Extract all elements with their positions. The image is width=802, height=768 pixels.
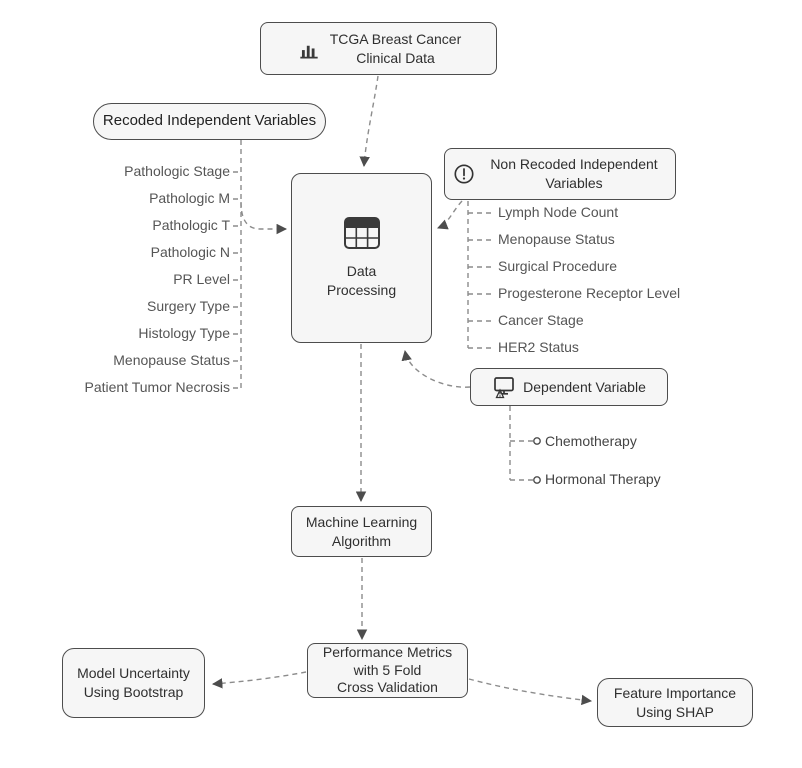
data-processing-label: Data Processing bbox=[326, 263, 397, 298]
edge-recoded-to-processing bbox=[241, 202, 286, 229]
edge-performance-to-shap bbox=[469, 679, 591, 701]
recoded-variable-item: Histology Type bbox=[138, 325, 230, 341]
data-table-icon bbox=[343, 216, 381, 250]
edge-tcga-to-processing bbox=[364, 76, 378, 166]
non-recoded-variable-item: Lymph Node Count bbox=[498, 204, 619, 220]
recoded-variable-item: Pathologic M bbox=[149, 190, 230, 206]
dependent-item-chemotherapy: Chemotherapy bbox=[545, 433, 637, 449]
non-recoded-variables-node bbox=[444, 148, 676, 200]
recoded-variable-item: Patient Tumor Necrosis bbox=[84, 379, 230, 395]
model-uncertainty-node bbox=[62, 648, 205, 718]
edge-nonrecoded-to-processing bbox=[438, 201, 462, 228]
non-recoded-variable-item: Menopause Status bbox=[498, 231, 615, 247]
edge-performance-to-bootstrap bbox=[213, 672, 306, 684]
recoded-variables-label: Recoded Independent Variables bbox=[102, 112, 317, 130]
dependent-variable-node bbox=[470, 368, 668, 406]
bar-chart-icon bbox=[296, 36, 322, 62]
recoded-variable-item: Surgery Type bbox=[146, 298, 230, 314]
non-recoded-variables-label: Non Recoded Independent Variables bbox=[490, 156, 658, 191]
machine-learning-label: Machine Learning Algorithm bbox=[305, 513, 418, 549]
feature-importance-node bbox=[597, 678, 753, 727]
hormonal-terminal-dot bbox=[534, 477, 540, 483]
recoded-variables-node bbox=[93, 103, 326, 140]
edge-recoded-label-ticks bbox=[233, 172, 241, 388]
dependent-variable-label: Dependent Variable bbox=[523, 378, 646, 395]
data-processing-node bbox=[291, 173, 432, 343]
performance-metrics-label: Performance Metrics with 5 Fold Cross Validation bbox=[322, 643, 453, 696]
exclamation-circle-icon bbox=[453, 163, 475, 185]
recoded-variable-item: Menopause Status bbox=[113, 352, 230, 368]
recoded-variable-item: Pathologic N bbox=[150, 244, 230, 260]
dependent-item-hormonal-therapy: Hormonal Therapy bbox=[545, 471, 661, 487]
non-recoded-variable-item: Cancer Stage bbox=[498, 312, 584, 328]
recoded-variable-list bbox=[10, 158, 230, 401]
recoded-variable-item: Pathologic T bbox=[152, 217, 230, 233]
edge-dependent-to-processing bbox=[405, 351, 470, 387]
performance-metrics-node bbox=[307, 643, 468, 698]
non-recoded-variable-list bbox=[498, 199, 788, 361]
non-recoded-variable-item: Surgical Procedure bbox=[498, 258, 618, 274]
model-uncertainty-label: Model Uncertainty Using Bootstrap bbox=[77, 665, 190, 700]
machine-learning-node bbox=[291, 506, 432, 557]
edge-dependent-branches bbox=[510, 406, 533, 480]
edge-nonrecoded-label-ticks bbox=[468, 213, 494, 348]
tcga-node-label: TCGA Breast Cancer Clinical Data bbox=[329, 30, 462, 66]
non-recoded-variable-item: Progesterone Receptor Level bbox=[498, 285, 681, 301]
tcga-clinical-data-node bbox=[260, 22, 497, 75]
monitor-alert-icon bbox=[492, 376, 516, 399]
recoded-variable-item: Pathologic Stage bbox=[124, 163, 230, 179]
recoded-variable-item: PR Level bbox=[173, 271, 230, 287]
feature-importance-label: Feature Importance Using SHAP bbox=[613, 684, 737, 720]
chemotherapy-terminal-dot bbox=[534, 438, 540, 444]
non-recoded-variable-item: HER2 Status bbox=[498, 339, 579, 355]
